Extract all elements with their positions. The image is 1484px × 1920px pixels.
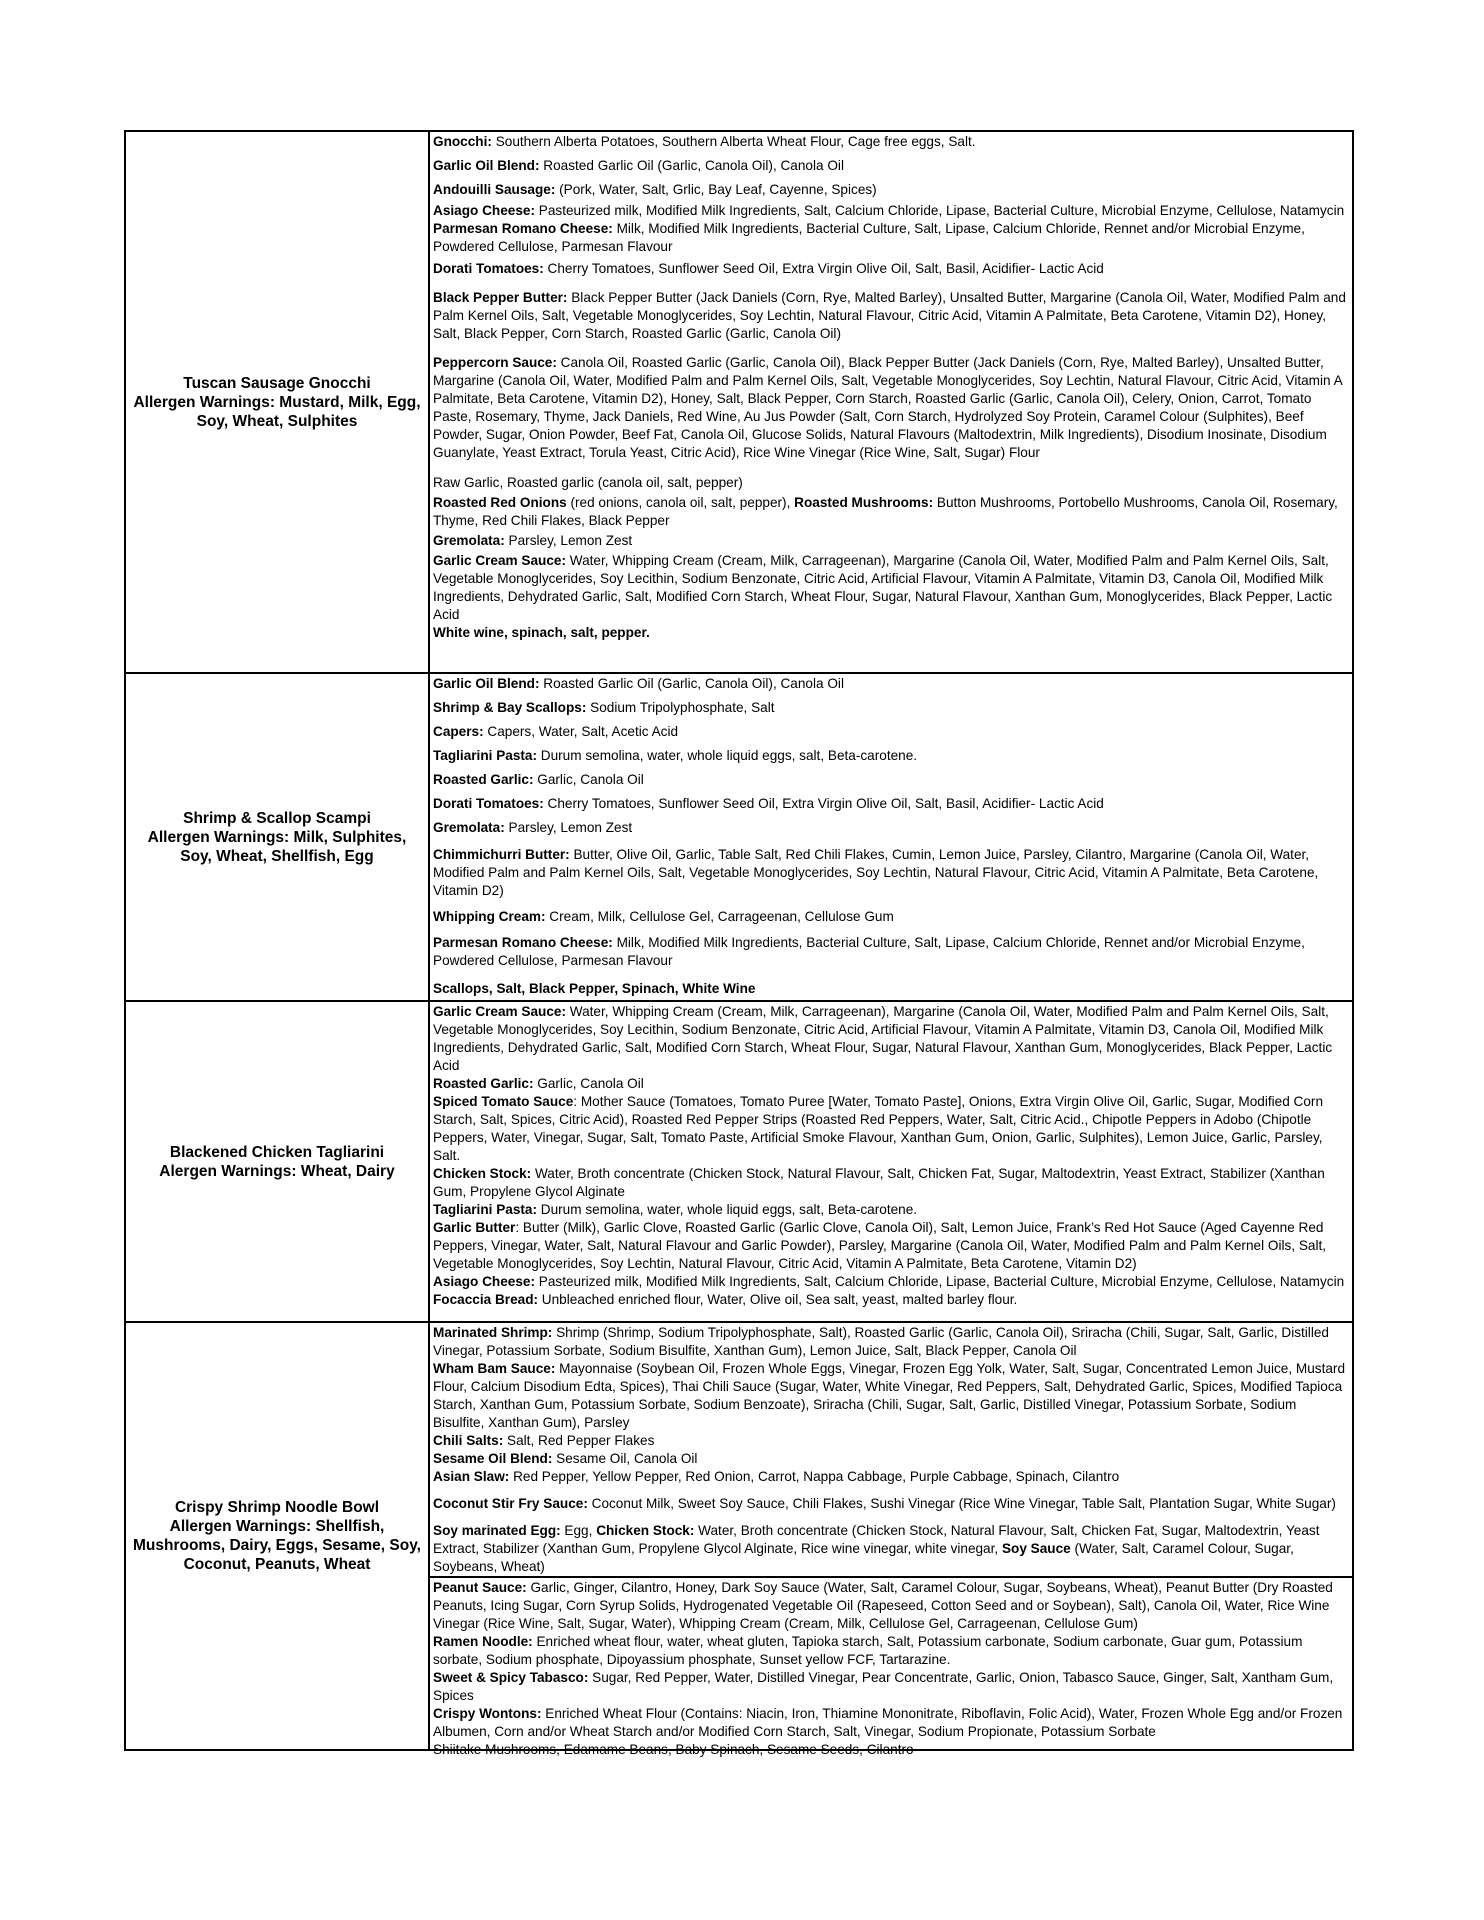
ingredient-line: Chimmichurri Butter: Butter, Olive Oil, Garlic, Table Salt, Red Chili Flakes, Cumin, Lemon Juice, Parsley, Cilantro, Margarine (Canola Oil, Water, Modified Palm and Palm Kernel Oils, Salt, Vegetable Monoglycerides, Soy Lechtin, Natural Flavour, Citric Acid, Vitamin A Palmitate, Beta Carotene, Vitamin D2) <box>433 847 1319 898</box>
ingredient-line: Capers: Capers, Water, Salt, Acetic Acid <box>433 724 679 739</box>
allergen-warning: Allergen Warnings: Shellfish, Mushrooms, Dairy, Eggs, Sesame, Soy, Coconut, Peanuts, Wheat <box>133 1518 421 1573</box>
ingredients-cell <box>430 1002 1352 1321</box>
ingredients-cell <box>430 1323 1352 1757</box>
ingredient-line: Gremolata: Parsley, Lemon Zest <box>433 820 633 835</box>
ingredient-line: Parmesan Romano Cheese: Milk, Modified Milk Ingredients, Bacterial Culture, Salt, Lipase, Calcium Chloride, Rennet and/or Microbial Enzyme, Powdered Cellulose, Parmesan Flavour <box>433 221 1305 254</box>
dish-name: Shrimp & Scallop Scampi <box>183 809 371 827</box>
ingredient-line: Spiced Tomato Sauce: Mother Sauce (Tomatoes, Tomato Puree [Water, Tomato Paste], Onions, Extra Virgin Olive Oil, Garlic, Sugar, Modified Corn Starch, Salt, Spices, Citric Acid), Roasted Red Pepper Strips (Roasted Red Peppers, Water, Salt, Citric Acid., Chipotle Peppers in Adobo (Chipotle Peppers, Water, Vinegar, Sugar, Salt, Tomato Paste, Artificial Smoke Flavour, Xanthan Gum, Onion, Garlic, Sulphites), Lemon Juice, Garlic, Parsley, Salt. <box>433 1094 1324 1163</box>
ingredient-footer: Scallops, Salt, Black Pepper, Spinach, White Wine <box>433 981 756 996</box>
ingredient-line: Garlic Oil Blend: Roasted Garlic Oil (Garlic, Canola Oil), Canola Oil <box>433 676 844 691</box>
dish-row <box>124 1321 1354 1757</box>
ingredient-line: Gnocchi: Southern Alberta Potatoes, Southern Alberta Wheat Flour, Cage free eggs, Salt. <box>433 134 976 149</box>
ingredient-line: Focaccia Bread: Unbleached enriched flour, Water, Olive oil, Sea salt, yeast, malted barley flour. <box>433 1292 1018 1307</box>
ingredient-line: Andouilli Sausage: (Pork, Water, Salt, Grlic, Bay Leaf, Cayenne, Spices) <box>433 182 877 197</box>
ingredient-line: Parmesan Romano Cheese: Milk, Modified Milk Ingredients, Bacterial Culture, Salt, Lipase, Calcium Chloride, Rennet and/or Microbial Enzyme, Powdered Cellulose, Parmesan Flavour <box>433 935 1305 968</box>
ingredients-cell <box>430 132 1352 672</box>
ingredients-subsection <box>430 1576 1352 1759</box>
ingredient-line: Sweet & Spicy Tabasco: Sugar, Red Pepper, Water, Distilled Vinegar, Pear Concentrate, Garlic, Onion, Tabasco Sauce, Ginger, Salt, Xantham Gum, Spices <box>433 1670 1334 1703</box>
dish-name: Crispy Shrimp Noodle Bowl <box>174 1499 380 1516</box>
ingredient-line: Asian Slaw: Red Pepper, Yellow Pepper, Red Onion, Carrot, Nappa Cabbage, Purple Cabbage, Spinach, Cilantro <box>433 1469 1120 1484</box>
dish-row <box>124 130 1354 672</box>
ingredient-line: Soy marinated Egg: Egg, Chicken Stock: Water, Broth concentrate (Chicken Stock, Natural Flavour, Salt, Chicken Fat, Sugar, Maltodextrin, Yeast Extract, Stabilizer (Xanthan Gum, Propylene Glycol Alginate, Rice wine vinegar, white vinegar, Soy Sauce (Water, Salt, Caramel Colour, Sugar, Soybeans, Wheat) <box>433 1523 1320 1574</box>
ingredient-line: Garlic Cream Sauce: Water, Whipping Cream (Cream, Milk, Carrageenan), Margarine (Canola Oil, Water, Modified Palm and Palm Kernel Oils, Salt, Vegetable Monoglycerides, Soy Lecithin, Sodium Benzonate, Citric Acid, Artificial Flavour, Vitamin A Palmitate, Vitamin D3, Canola Oil, Modified Milk Ingredients, Dehydrated Garlic, Salt, Modified Corn Starch, Wheat Flour, Sugar, Natural Flavour, Xanthan Gum, Monoglycerides, Black Pepper, Lactic Acid <box>433 1004 1333 1073</box>
allergen-warning: Allergen Warnings: Milk, Sulphites, Soy, Wheat, Shellfish, Egg <box>147 828 407 865</box>
ingredient-line: Roasted Red Onions (red onions, canola oil, salt, pepper), Roasted Mushrooms: Button Mushrooms, Portobello Mushrooms, Canola Oil, Rosemary, Thyme, Red Chili Flakes, Black Pepper <box>433 495 1338 528</box>
ingredient-line: Roasted Garlic: Garlic, Canola Oil <box>433 1076 644 1091</box>
dish-name: Tuscan Sausage Gnocchi <box>183 374 371 392</box>
ingredient-line: Chili Salts: Salt, Red Pepper Flakes <box>433 1433 655 1448</box>
ingredients-cell <box>430 674 1352 1000</box>
ingredient-line: Asiago Cheese: Pasteurized milk, Modified Milk Ingredients, Salt, Calcium Chloride, Lipase, Bacterial Culture, Microbial Enzyme, Cellulose, Natamycin <box>433 1274 1345 1289</box>
dish-row <box>124 1000 1354 1321</box>
dish-name: Blackened Chicken Tagliarini <box>169 1143 385 1161</box>
allergen-warning: Alergen Warnings: Wheat, Dairy <box>159 1162 395 1180</box>
ingredient-footer: White wine, spinach, salt, pepper. <box>433 625 650 640</box>
ingredient-line: Dorati Tomatoes: Cherry Tomatoes, Sunflower Seed Oil, Extra Virgin Olive Oil, Salt, Basil, Acidifier- Lactic Acid <box>433 261 1104 276</box>
ingredient-line: Raw Garlic, Roasted garlic (canola oil, salt, pepper) <box>433 475 743 490</box>
ingredient-line: Whipping Cream: Cream, Milk, Cellulose Gel, Carrageenan, Cellulose Gum <box>433 909 894 924</box>
ingredient-line: Garlic Butter: Butter (Milk), Garlic Clove, Roasted Garlic (Garlic Clove, Canola Oil), Salt, Lemon Juice, Frank’s Red Hot Sauce (Aged Cayenne Red Peppers, Vinegar, Water, Salt, Natural Flavour and Garlic Powder), Parsley, Margarine (Canola Oil, Water, Modified Palm and Palm Kernel Oils, Salt, Vegetable Monoglycerides, Soy Lechtin, Natural Flavour, Citric Acid, Vitamin A Palmitate, Beta Carotene, Vitamin D2) <box>433 1220 1327 1271</box>
dish-name-cell <box>126 1323 430 1749</box>
ingredient-line: Shiitake Mushrooms, Edamame Beans, Baby Spinach, Sesame Seeds, Cilantro <box>433 1742 914 1757</box>
ingredient-line: Roasted Garlic: Garlic, Canola Oil <box>433 772 644 787</box>
ingredient-line: Coconut Stir Fry Sauce: Coconut Milk, Sweet Soy Sauce, Chili Flakes, Sushi Vinegar (Rice Wine Vinegar, Table Salt, Plantation Sugar, White Sugar) <box>433 1496 1336 1511</box>
ingredient-line: Black Pepper Butter: Black Pepper Butter (Jack Daniels (Corn, Rye, Malted Barley), Unsalted Butter, Margarine (Canola Oil, Water, Modified Palm and Palm Kernel Oils, Salt, Vegetable Monoglycerides, Soy Lechtin, Natural Flavour, Citric Acid, Vitamin A Palmitate, Beta Carotene, Vitamin D2), Honey, Salt, Black Pepper, Corn Starch, Roasted Garlic (Garlic, Canola Oil) <box>433 290 1346 341</box>
dish-row <box>124 672 1354 1000</box>
ingredient-line: Garlic Oil Blend: Roasted Garlic Oil (Garlic, Canola Oil), Canola Oil <box>433 158 844 173</box>
dish-name-cell <box>126 132 430 672</box>
ingredient-line: Peanut Sauce: Garlic, Ginger, Cilantro, Honey, Dark Soy Sauce (Water, Salt, Caramel Colour, Sugar, Soybeans, Wheat), Peanut Butter (Dry Roasted Peanuts, Icing Sugar, Corn Syrup Solids, Hydrogenated Vegetable Oil (Rapeseed, Cotton Seed and or Soybean), Salt), Canola Oil, Water, Rice Wine Vinegar (Rice Wine, Salt, Sugar, Water), Whipping Cream (Cream, Milk, Cellulose Gel, Carrageenan, Cellulose Gum) <box>433 1580 1333 1631</box>
allergen-table <box>124 130 1354 1757</box>
dish-name-cell <box>126 1002 430 1321</box>
ingredient-line: Crispy Wontons: Enriched Wheat Flour (Contains: Niacin, Iron, Thiamine Mononitrate, Riboflavin, Folic Acid), Water, Frozen Whole Egg and/or Frozen Albumen, Corn and/or Wheat Starch and/or Modified Corn Starch, Salt, Vinegar, Sodium Propionate, Potassium Sorbate <box>433 1706 1343 1739</box>
ingredient-line: Chicken Stock: Water, Broth concentrate (Chicken Stock, Natural Flavour, Salt, Chicken Fat, Sugar, Maltodextrin, Yeast Extract, Stabilizer (Xanthan Gum, Propylene Glycol Alginate <box>433 1166 1325 1199</box>
allergen-warning: Allergen Warnings: Mustard, Milk, Egg, Soy, Wheat, Sulphites <box>133 393 421 430</box>
dish-name-cell <box>126 674 430 1000</box>
ingredient-line: Garlic Cream Sauce: Water, Whipping Cream (Cream, Milk, Carrageenan), Margarine (Canola Oil, Water, Modified Palm and Palm Kernel Oils, Salt, Vegetable Monoglycerides, Soy Lecithin, Sodium Benzonate, Citric Acid, Artificial Flavour, Vitamin A Palmitate, Vitamin D3, Canola Oil, Modified Milk Ingredients, Dehydrated Garlic, Salt, Modified Corn Starch, Wheat Flour, Sugar, Natural Flavour, Xanthan Gum, Monoglycerides, Black Pepper, Lactic Acid <box>433 553 1333 622</box>
ingredient-line: Tagliarini Pasta: Durum semolina, water, whole liquid eggs, salt, Beta-carotene. <box>433 1202 918 1217</box>
ingredient-line: Marinated Shrimp: Shrimp (Shrimp, Sodium Tripolyphosphate, Salt), Roasted Garlic (Garlic, Canola Oil), Sriracha (Chili, Sugar, Salt, Garlic, Distilled Vinegar, Potassium Sorbate, Sodium Bisulfite, Xanthan Gum), Lemon Juice, Salt, Black Pepper, Canola Oil <box>433 1325 1329 1358</box>
ingredient-line: Dorati Tomatoes: Cherry Tomatoes, Sunflower Seed Oil, Extra Virgin Olive Oil, Salt, Basil, Acidifier- Lactic Acid <box>433 796 1104 811</box>
ingredient-line: Gremolata: Parsley, Lemon Zest <box>433 533 633 548</box>
ingredient-line: Sesame Oil Blend: Sesame Oil, Canola Oil <box>433 1451 698 1466</box>
ingredient-line: Tagliarini Pasta: Durum semolina, water, whole liquid eggs, salt, Beta-carotene. <box>433 748 918 763</box>
ingredient-line: Peppercorn Sauce: Canola Oil, Roasted Garlic (Garlic, Canola Oil), Black Pepper Butter (Jack Daniels (Corn, Rye, Malted Barley), Unsalted Butter, Margarine (Canola Oil, Water, Modified Palm and Palm Kernel Oils, Salt, Vegetable Monoglycerides, Soy Lechtin, Natural Flavour, Citric Acid, Vitamin A Palmitate, Beta Carotene, Vitamin D2), Honey, Salt, Black Pepper, Corn Starch, Roasted Garlic (Garlic, Canola Oil), Celery, Onion, Carrot, Tomato Paste, Rosemary, Thyme, Jack Daniels, Red Wine, Au Jus Powder (Salt, Corn Starch, Hydrolyzed Soy Protein, Caramel Colour (Sulphites), Beef Powder, Sugar, Onion Powder, Beef Fat, Canola Oil, Glucose Solids, Natural Flavours (Maltodextrin, Milk Ingredients), Disodium Inosinate, Disodium Guanylate, Yeast Extract, Torula Yeast, Citric Acid), Rice Wine Vinegar (Rice Wine, Salt, Sugar) Flour <box>433 355 1342 460</box>
ingredient-line: Wham Bam Sauce: Mayonnaise (Soybean Oil, Frozen Whole Eggs, Vinegar, Frozen Egg Yolk, Water, Salt, Sugar, Concentrated Lemon Juice, Mustard Flour, Calcium Disodium Edta, Spices), Thai Chili Sauce (Sugar, Water, White Vinegar, Red Peppers, Salt, Dehydrated Garlic, Spices, Modified Tapioca Starch, Xanthan Gum, Potassium Sorbate, Sodium Benzoate), Sriracha (Chili, Sugar, Salt, Garlic, Distilled Vinegar, Potassium Sorbate, Sodium Bisulfite, Xanthan Gum), Parsley <box>433 1361 1346 1430</box>
ingredient-line: Asiago Cheese: Pasteurized milk, Modified Milk Ingredients, Salt, Calcium Chloride, Lipase, Bacterial Culture, Microbial Enzyme, Cellulose, Natamycin <box>433 203 1345 218</box>
ingredient-line: Ramen Noodle: Enriched wheat flour, water, wheat gluten, Tapioka starch, Salt, Potassium carbonate, Sodium carbonate, Guar gum, Potassium sorbate, Sodium phosphate, Dipoyassium phosphate, Sunset yellow FCF, Tartarazine. <box>433 1634 1303 1667</box>
ingredient-line: Shrimp & Bay Scallops: Sodium Tripolyphosphate, Salt <box>433 700 775 715</box>
